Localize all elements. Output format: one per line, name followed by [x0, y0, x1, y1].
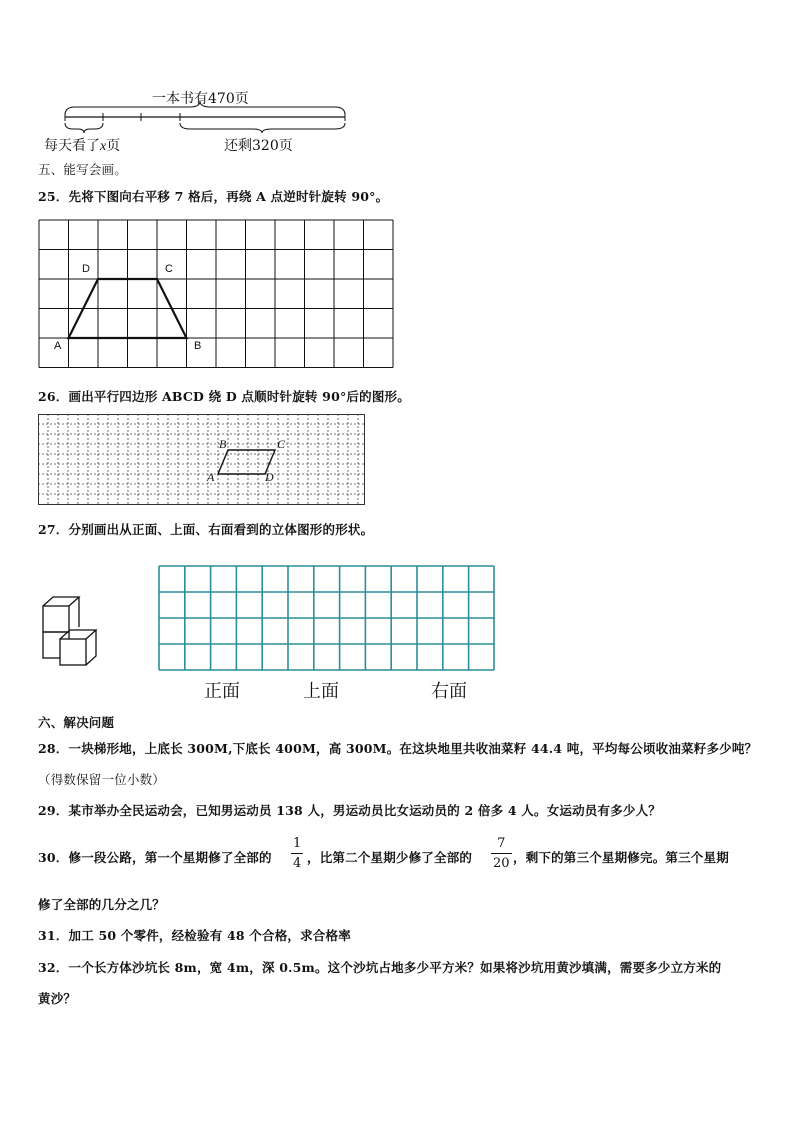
q31-text: 31．加工 50 个零件，经检验有 48 个合格，求合格率 [38, 928, 351, 943]
q25-grid-lines [39, 220, 393, 368]
q25-grid-svg [38, 219, 396, 371]
section-5-title: 五、能写会画。 [38, 162, 127, 177]
q28-note: （得数保留一位小数） [38, 772, 166, 787]
q26-grid-lines [38, 414, 365, 505]
q26-grid-svg [38, 414, 368, 506]
q30-part2: ，比第二个星期少修了全部的 [307, 850, 473, 865]
q27-view-grid [158, 565, 496, 677]
remaining-brace [180, 123, 345, 133]
q28-text: 28．一块梯形地，上底长 300M,下底长 400M，高 300M。在这块地里共收油菜籽 44.4 吨，平均每公顷收油菜籽多少吨？ [38, 741, 758, 756]
q32-line2: 黄沙？ [38, 991, 77, 1006]
q26-dotted-grid [38, 414, 368, 510]
q30-fraction-2 [491, 837, 512, 870]
q25-grid [38, 219, 396, 375]
q26-text: 26．画出平行四边形 ABCD 绕 D 点顺时针旋转 90°后的图形。 [38, 389, 410, 404]
q26-point-b: B [219, 437, 227, 451]
q27-text: 27．分别画出从正面、上面、右面看到的立体图形的形状。 [38, 522, 374, 537]
q26-point-d: D [265, 470, 274, 484]
q26-point-a: A [207, 470, 215, 484]
fraction-1-denominator: 4 [293, 856, 302, 871]
section-6-title: 六、解决问题 [38, 715, 115, 730]
total-pages-label: 一本书有470页 [152, 91, 249, 107]
q27-grid-lines [159, 566, 494, 670]
q30-fraction-1 [291, 837, 303, 870]
q30-line2: 修了全部的几分之几？ [38, 897, 166, 912]
q30-part3: ，剩下的第三个星期修完。第三个星期 [513, 850, 729, 865]
q27-cube-figure [40, 594, 112, 670]
cube-stack-svg [40, 594, 112, 666]
view-label-top: 上面 [303, 681, 339, 702]
remaining-pages-label: 还剩320页 [224, 138, 293, 154]
q25-point-b: B [194, 340, 202, 352]
q25-text: 25．先将下图向右平移 7 格后，再绕 A 点逆时针旋转 90°。 [38, 189, 389, 204]
view-label-right: 右面 [431, 681, 467, 702]
view-label-front: 正面 [204, 681, 240, 702]
fraction-2-numerator: 7 [497, 836, 506, 851]
daily-brace [65, 123, 103, 133]
fraction-2-denominator: 20 [493, 856, 510, 871]
q29-text: 29．某市举办全民运动会，已知男运动员 138 人，男运动员比女运动员的 2 倍多 4 人。女运动员有多少人？ [38, 803, 661, 818]
fraction-1-numerator: 1 [293, 836, 302, 851]
q25-point-c: C [165, 263, 173, 275]
q32-line1: 32．一个长方体沙坑长 8m，宽 4m，深 0.5m。这个沙坑占地多少平方米？如果将沙坑用黄沙填满，需要多少立方米的 [38, 960, 722, 975]
daily-pages-label: 每天看了x页 [44, 138, 121, 154]
q25-point-d: D [82, 263, 90, 275]
q25-point-a: A [54, 340, 62, 352]
q30-part1: 30．修一段公路，第一个星期修了全部的 [38, 850, 272, 865]
q26-point-c: C [277, 437, 286, 451]
q27-grid-svg [158, 565, 496, 673]
